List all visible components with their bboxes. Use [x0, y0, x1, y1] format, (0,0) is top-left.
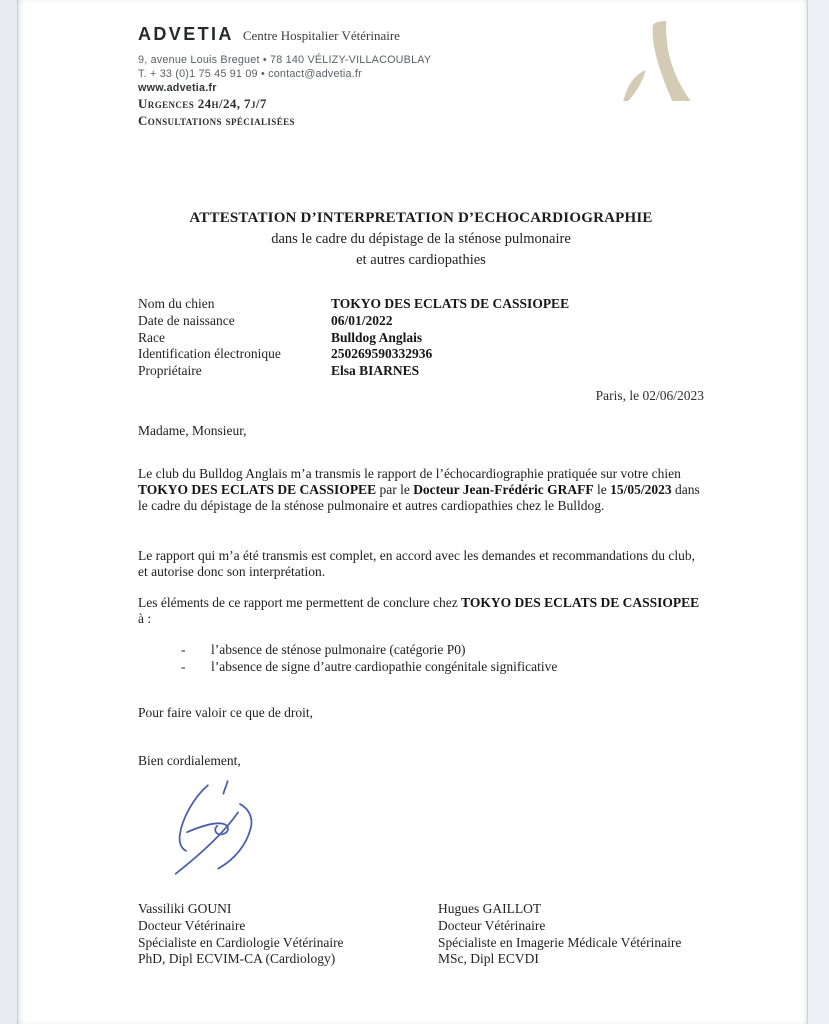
- doctor-name-bold: Docteur Jean-Frédéric GRAFF: [413, 482, 594, 497]
- address-block: [138, 53, 431, 95]
- table-row: [138, 313, 569, 330]
- signer-specialty: Spécialiste en Cardiologie Vétérinaire: [138, 934, 344, 950]
- signer-credentials: MSc, Dipl ECVDI: [438, 951, 539, 967]
- address-line-2: T. + 33 (0)1 75 45 91 09 • contact@advetia.fr: [138, 68, 362, 80]
- services-block: [138, 96, 295, 129]
- document-title-block: [138, 208, 704, 271]
- advetia-a-logo-icon: [618, 20, 700, 104]
- signer-specialty: Spécialiste en Imagerie Médicale Vétérinaire: [438, 934, 682, 950]
- signer-title: Docteur Vétérinaire: [138, 917, 246, 933]
- paragraph-text: par le: [376, 482, 414, 497]
- info-value: Bulldog Anglais: [331, 329, 423, 345]
- table-row: [138, 330, 569, 347]
- bullet-dash: -: [181, 659, 186, 674]
- paragraph-text: Le club du Bulldog Anglais m’a transmis le rapport de l’échocardiographie pratiquée sur votre chien: [138, 466, 681, 481]
- signer-block-right: [438, 901, 738, 968]
- salutation: Madame, Monsieur,: [138, 423, 247, 438]
- info-label: Propriétaire: [138, 363, 202, 379]
- signer-name: Vassiliki GOUNI: [138, 901, 232, 916]
- dog-name-bold: TOKYO DES ECLATS DE CASSIOPEE: [461, 595, 700, 610]
- info-value: 06/01/2022: [331, 312, 393, 328]
- closing-line-2: Bien cordialement,: [138, 753, 241, 768]
- letterhead: [138, 24, 400, 45]
- body-paragraph-3: [138, 595, 705, 627]
- document-subtitle-2: et autres cardiopathies: [356, 252, 486, 268]
- info-label: Nom du chien: [138, 296, 215, 311]
- signer-block-left: [138, 901, 438, 968]
- letter-page: [17, 0, 808, 1024]
- paragraph-text: dans le cadre du dépistage de la sténose pulmonaire et autres cardiopathies chez le Bulldog.: [138, 482, 700, 513]
- paragraph-text: à :: [138, 611, 152, 626]
- brand-subtitle: Centre Hospitalier Vétérinaire: [242, 28, 400, 43]
- body-paragraph-1: [138, 466, 705, 514]
- info-value: 250269590332936: [331, 346, 433, 362]
- signer-title: Docteur Vétérinaire: [438, 917, 546, 933]
- paragraph-text: Les éléments de ce rapport me permettent de conclure chez: [138, 595, 462, 610]
- list-item: [138, 641, 705, 658]
- document-subtitle-1: dans le cadre du dépistage de la sténose pulmonaire: [271, 231, 571, 247]
- signer-credentials: PhD, Dipl ECVIM-CA (Cardiology): [138, 951, 336, 967]
- document-title: ATTESTATION D’INTERPRETATION D’ECHOCARDIOGRAPHIE: [189, 210, 653, 226]
- info-label: Date de naissance: [138, 312, 235, 328]
- info-label: Race: [138, 329, 165, 345]
- urgences-line: Urgences 24h/24, 7j/7: [138, 96, 267, 111]
- bullet-dash: -: [181, 642, 186, 657]
- consultations-line: Consultations spécialisées: [138, 112, 295, 128]
- info-value: TOKYO DES ECLATS DE CASSIOPEE: [331, 296, 570, 311]
- list-item: [138, 658, 705, 675]
- conclusion-text: l’absence de sténose pulmonaire (catégorie P0): [211, 642, 466, 657]
- website-text: www.advetia.fr: [138, 82, 217, 94]
- conclusion-list: [138, 641, 705, 675]
- signature-scribble-icon: [146, 776, 278, 880]
- closing-line-1: Pour faire valoir ce que de droit,: [138, 705, 314, 720]
- dog-name-bold: TOKYO DES ECLATS DE CASSIOPEE: [138, 482, 377, 497]
- signature-blocks: [138, 901, 738, 968]
- exam-date-bold: 15/05/2023: [610, 482, 672, 497]
- table-row: [138, 363, 569, 380]
- date-place-line: Paris, le 02/06/2023: [595, 388, 704, 403]
- address-line-1: 9, avenue Louis Breguet • 78 140 VÉLIZY-VILLACOUBLAY: [138, 54, 432, 66]
- dog-info-table: [138, 296, 569, 380]
- table-row: [138, 346, 569, 363]
- signer-name: Hugues GAILLOT: [438, 901, 542, 916]
- brand-wordmark: ADVETIA: [138, 24, 234, 44]
- body-paragraph-2: Le rapport qui m’a été transmis est complet, en accord avec les demandes et recommandations du club, et autorise donc son interprétation.: [138, 548, 696, 579]
- info-label: Identification électronique: [138, 346, 281, 362]
- info-value: Elsa BIARNES: [331, 363, 420, 379]
- paragraph-text: le: [593, 482, 611, 497]
- conclusion-text: l’absence de signe d’autre cardiopathie congénitale significative: [211, 659, 558, 674]
- table-row: [138, 296, 569, 313]
